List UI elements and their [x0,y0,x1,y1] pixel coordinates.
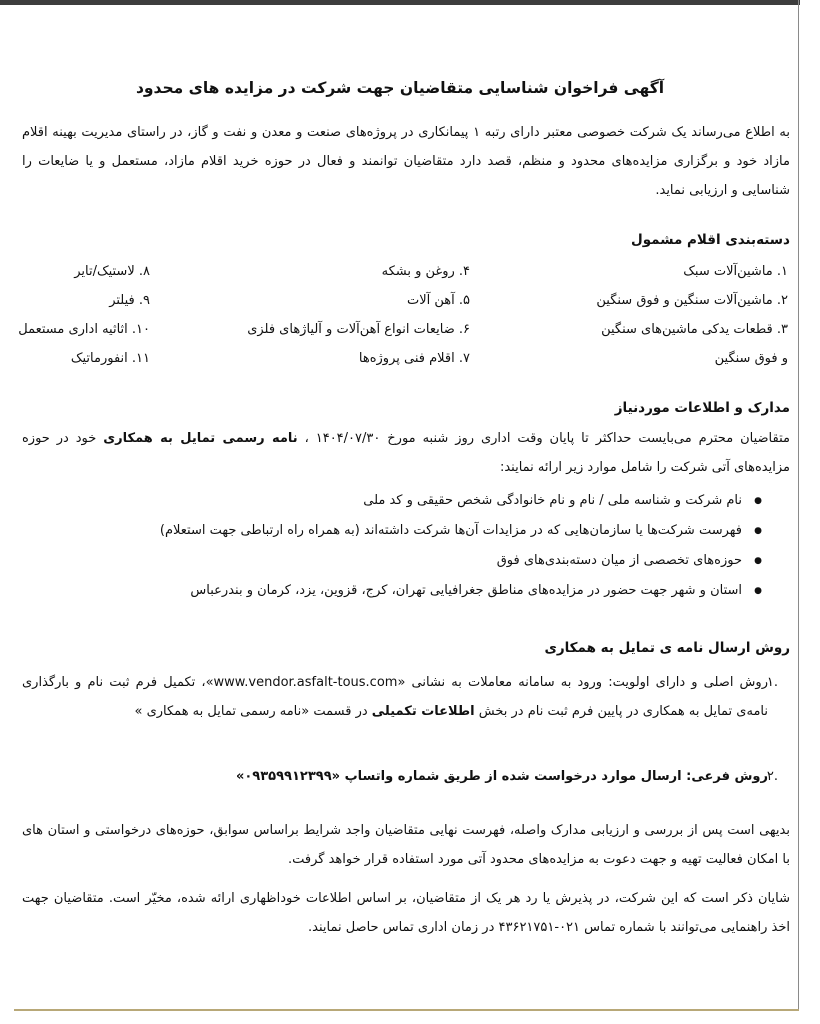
intro-paragraph: به اطلاع می‌رساند یک شرکت خصوصی معتبر دارای رتبه ۱ پیمانکاری در پروژه‌های صنعت و معدن و نفت و گاز، در راستای مدیریت بهینه اقلام مازاد خود و برگزاری مزایده‌های محدود و منظم، قصد دارد متقاضیان توانمند و فعال در حوزه خرید اقلام مازاد، مستعمل و یا ضایعات را شناسایی و ارزیابی نماید. [22,125,790,198]
categories-column-3 [18,257,150,373]
closing-paragraph-1: بدیهی است پس از بررسی و ارزیابی مدارک واصله، فهرست نهایی متقاضیان واجد شرایط براساس سوابق، حوزه‌های درخواستی و استان های با امکان فعالیت تهیه و جهت دعوت به مزایده‌های محدود آتی مورد استفاده قرار خواهد گرفت. [22,823,790,867]
method-1-number: .۱ [766,675,778,690]
category-item-continuation: و فوق سنگین [714,351,788,366]
category-item: ۵. آهن آلات [406,293,470,308]
documents-intro [22,424,790,482]
category-item: ۴. روغن و بشکه [381,264,470,279]
vendor-url: www.vendor.asfalt-tous.com [213,675,398,690]
category-item: ۲. ماشین‌آلات سنگین و فوق سنگین [596,293,788,308]
closing-paragraph-2: شایان ذکر است که این شرکت، در پذیرش یا رد هر یک از متقاضیان، بر اساس اطلاعات خوداظهاری ارائه شده، مخیّر است. متقاضیان جهت اخذ راهنمایی می‌توانند با شماره تماس ۰۲۱-۴۳۶۲۱۷۵۱ در زمان اداری تماس حاصل نمایند. [22,891,790,935]
documents-heading: مدارک و اطلاعات موردنیاز [614,400,790,416]
category-item: ۱۰. اثاثیه اداری مستعمل [18,322,150,337]
method-1-emphasis: اطلاعات تکمیلی [371,704,475,719]
documents-intro-text-end: خود در حوزه مزایده‌های آتی شرکت را شامل موارد زیر ارائه نمایند: [22,431,790,475]
category-item: ۸. لاستیک/تایر [74,264,150,279]
list-item: ● حوزه‌های تخصصی از میان دسته‌بندی‌های فوق [22,546,762,576]
categories-column-2 [247,257,470,373]
method-2-emphasis: روش فرعی: ارسال موارد درخواست شده از طریق شماره واتساپ «۰۹۳۵۹۹۱۲۳۹۹» [235,769,768,784]
categories-heading: دسته‌بندی اقلام مشمول [631,232,790,248]
category-item: ۳. قطعات یدکی ماشین‌های سنگین [601,322,788,337]
list-item: ● استان و شهر جهت حضور در مزایده‌های مناطق جغرافیایی تهران، کرج، قزوین، یزد، کرمان و بندرعباس [22,576,762,606]
documents-intro-text: متقاضیان محترم می‌بایست حداکثر تا پایان وقت اداری روز شنبه مورخ ۱۴۰۴/۰۷/۳۰ ، [297,431,790,446]
category-item: ۱۱. انفورماتیک [70,351,150,366]
category-item: ۱. ماشین‌آلات سبک [683,264,788,279]
category-item: ۶. ضایعات انواع آهن‌آلات و آلیاژهای فلزی [247,322,470,337]
method-2-number: .۲ [766,769,778,784]
method-2-text [22,762,768,791]
method-1-text-start: روش اصلی و دارای اولویت: ورود به سامانه معاملات به نشانی « [397,675,768,690]
notice-title: آگهی فراخوان شناسایی متقاضیان جهت شرکت در مزایده های محدود [135,79,665,97]
documents-intro-emphasis: نامه رسمی تمایل به همکاری [103,431,298,446]
list-item: ● نام شرکت و شناسه ملی / نام و نام خانوادگی شخص حقیقی و کد ملی [22,486,762,516]
category-item: ۷. اقلام فنی پروژه‌ها [358,351,470,366]
submission-heading: روش ارسال نامه ی تمایل به همکاری [544,640,790,656]
list-item: ● فهرست شرکت‌ها یا سازمان‌هایی که در مزایدات آن‌ها شرکت داشته‌اند (به همراه راه ارتباطی جهت استعلام) [22,516,762,546]
method-1-text [22,668,768,726]
category-item: ۹. فیلتر [109,293,150,308]
method-1-text-end: در قسمت «نامه رسمی تمایل به همکاری » [134,704,372,719]
method-1-text-mid: »، تکمیل فرم ثبت نام و بارگذاری نامه‌ی تمایل به همکاری در پایین فرم ثبت نام در بخش [22,675,768,719]
documents-list [22,486,762,606]
categories-column-1 [596,257,788,373]
